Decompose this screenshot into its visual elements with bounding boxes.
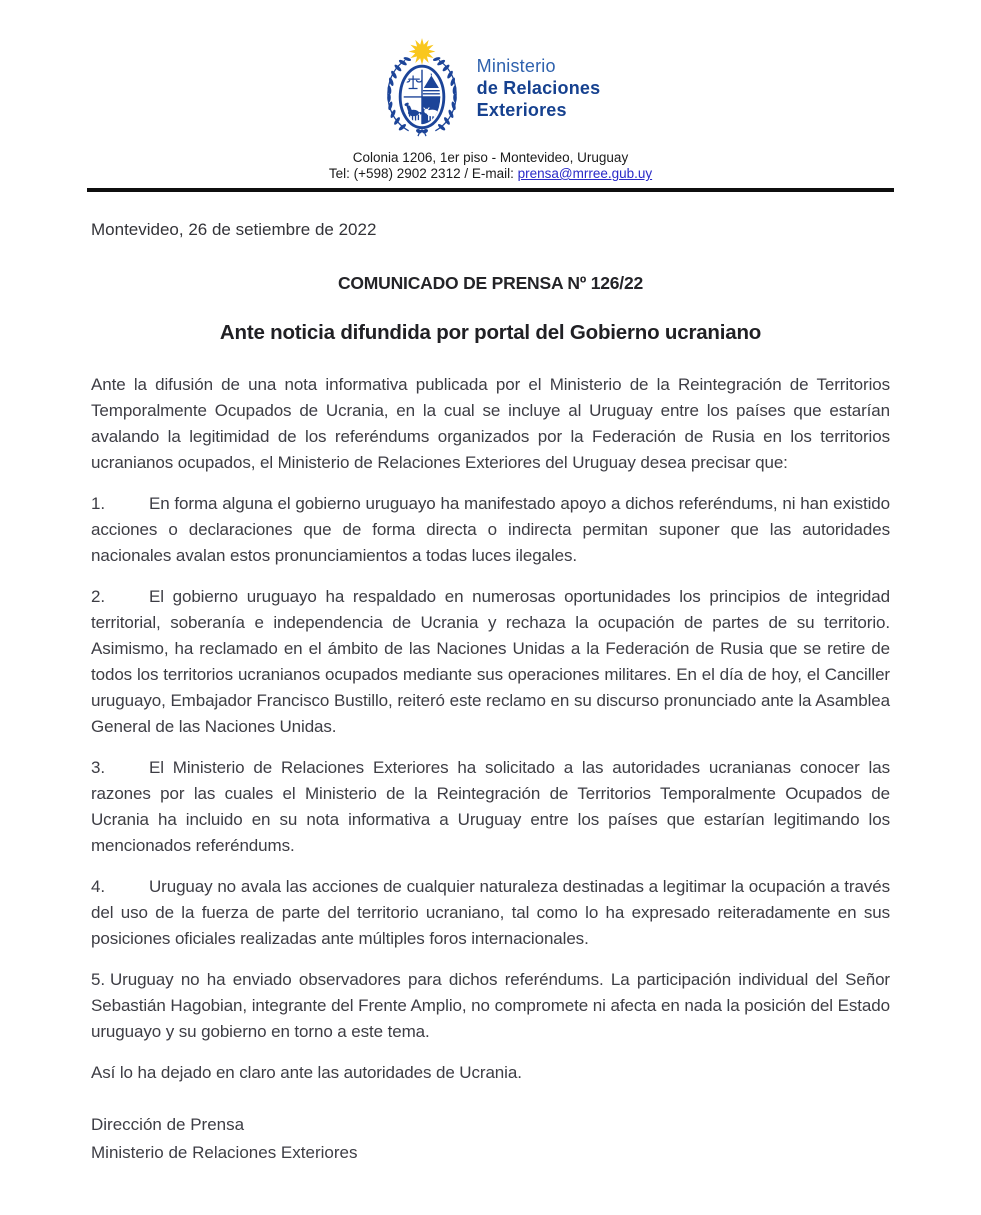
email-link[interactable]: prensa@mrree.gub.uy (517, 166, 653, 181)
point-paragraph-3 (91, 755, 890, 859)
dateline: Montevideo, 26 de setiembre de 2022 (91, 220, 377, 239)
point-text: El Ministerio de Relaciones Exteriores ha solicitado a las autoridades ucranianas conocer las razones por las cuales el Ministerio de la Reintegración de Territorios Temporalmente Ocupados de Ucrania ha incluido en su nota informativa a Uruguay entre los países que estarían legitimando los mencionados referéndums. (91, 758, 890, 855)
ministry-name-line1: Ministerio (476, 56, 556, 76)
header-divider (87, 188, 894, 192)
point-number: 3. (91, 758, 105, 777)
point-paragraph-5 (91, 967, 890, 1045)
press-release-subtitle: Ante noticia difundida por portal del Gobierno ucraniano (219, 321, 762, 344)
point-text: El gobierno uruguayo ha respaldado en numerosas oportunidades los principios de integridad territorial, soberanía e independencia de Ucrania y rechaza la ocupación de partes de su territorio. Asimismo, ha reclamado en el ámbito de las Naciones Unidas a la Federación de Rusia que se retire de todos los territorios ucranianos ocupados mediante sus operaciones militares. En el día de hoy, el Canciller uruguayo, Embajador Francisco Bustillo, reiteró este reclamo en su discurso pronunciado ante la Asamblea General de las Naciones Unidas. (91, 587, 890, 736)
point-paragraph-2 (91, 584, 890, 740)
header-contact (91, 150, 890, 182)
intro-paragraph: Ante la difusión de una nota informativa publicada por el Ministerio de la Reintegración de Territorios Temporalmente Ocupados de Ucrania, en la cual se incluye al Uruguay entre los países que estarían avalando la legitimidad de los referéndums organizados por la Federación de Rusia en los territorios ucranianos ocupados, el Ministerio de Relaciones Exteriores del Uruguay desea precisar que: (91, 375, 890, 472)
signature-line-ministry: Ministerio de Relaciones Exteriores (91, 1143, 358, 1162)
point-text: En forma alguna el gobierno uruguayo ha manifestado apoyo a dichos referéndums, ni han existido acciones o declaraciones que de forma directa o indirecta permitan suponer que las autoridades nacionales avalan estos pronunciamientos a todas luces ilegales. (91, 494, 890, 565)
contact-line (91, 166, 890, 182)
point-paragraph-4 (91, 874, 890, 952)
point-paragraph-1 (91, 491, 890, 569)
ministry-name-line3: Exteriores (476, 100, 567, 120)
signature-line-department: Dirección de Prensa (91, 1115, 245, 1134)
signature-block (91, 1111, 890, 1167)
point-number: 4. (91, 877, 105, 896)
phone-email-label: Tel: (+598) 2902 2312 / E-mail: (328, 166, 518, 181)
ministry-name (477, 55, 601, 121)
point-number: 5. (91, 970, 105, 989)
closing-paragraph: Así lo ha dejado en claro ante las autoridades de Ucrania. (91, 1063, 522, 1082)
point-text: Uruguay no ha enviado observadores para dichos referéndums. La participación individual del Señor Sebastián Hagobian, integrante del Frente Amplio, no compromete ni afecta en nada la posición del Estado uruguayo y su gobierno en torno a este tema. (91, 970, 890, 1041)
header-logo (91, 0, 890, 140)
point-text: Uruguay no avala las acciones de cualquier naturaleza destinadas a legitimar la ocupación a través del uso de la fuerza de parte del territorio ucraniano, tal como lo ha expresado reiteradamente en sus posiciones oficiales realizadas ante múltiples foros internacionales. (91, 877, 890, 948)
press-release-title: COMUNICADO DE PRENSA Nº 126/22 (337, 273, 644, 293)
point-number: 1. (91, 494, 105, 513)
point-number: 2. (91, 587, 105, 606)
address-line: Colonia 1206, 1er piso - Montevideo, Uruguay (352, 150, 629, 165)
sun-icon (408, 38, 435, 65)
uruguay-coat-of-arms-icon (381, 36, 463, 140)
ribbon-bow-icon (415, 128, 428, 136)
ministry-name-line2: de Relaciones (476, 78, 601, 98)
